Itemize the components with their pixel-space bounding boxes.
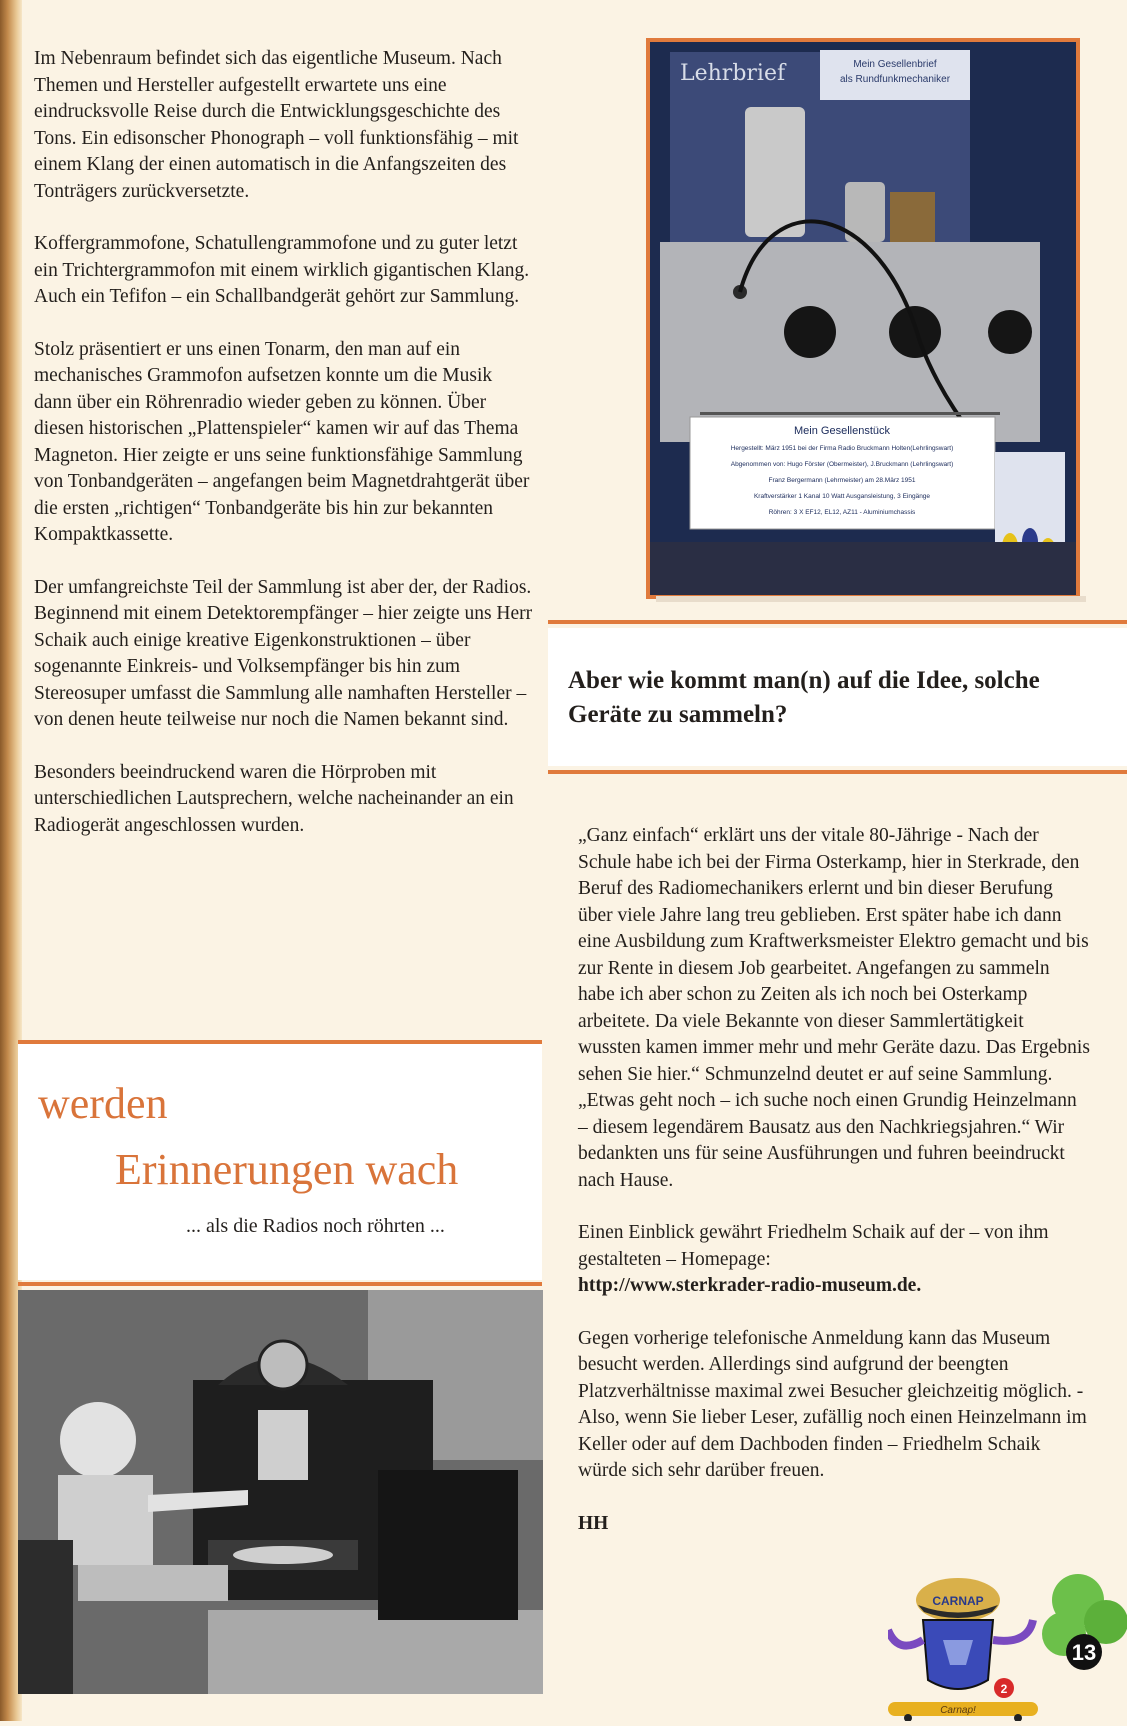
photo-color-illustration	[650, 42, 1076, 595]
mascot-illustration	[888, 1560, 1127, 1721]
right-article-column	[578, 823, 1090, 1563]
label-line-abgenommen: Abgenommen von: Hugo Förster (Obermeister), J.Bruckmann (Lehrlingswart)	[730, 461, 954, 468]
label-line-kraftverstaerker: Kraftverstärker 1 Kanal 10 Watt Ausgansleistung, 3 Eingänge	[753, 493, 931, 500]
sign-gesellenbrief-line2: als Rundfunkmechaniker	[839, 74, 951, 85]
heading-rule-top	[548, 620, 1127, 624]
paragraph-tonarm: Stolz präsentiert er uns einen Tonarm, den man auf ein mechanisches Grammofon aufsetzen konnte um die Musik dann über ein Röhrenradio wieder geben zu können. Über diesen historischen „Plattenspieler“ kamen wir auf das Thema Magneton. Hier zeigte er uns seine funktionsfähige Sammlung von Tonbandgeräten – angefangen beim Magnetdrahtgerät über die ersten „richtigen“ Tonbandgeräte bis hin zur bekannten Kompaktkassette.	[34, 338, 530, 545]
photo-gesellenstueck-amplifier	[646, 38, 1080, 599]
mascot-small-badge: 2	[1000, 1682, 1008, 1696]
paragraph-homepage	[578, 1220, 1090, 1300]
label-gesellenstueck-title: Mein Gesellenstück	[794, 425, 890, 437]
heading-rule-bottom	[548, 770, 1127, 774]
homepage-url-link[interactable]: http://www.sterkrader-radio-museum.de.	[578, 1275, 922, 1296]
paragraph-hoerproben: Besonders beeindruckend waren die Hörproben mit unterschiedlichen Lautsprechern, welche nacheinander an ein Radiogerät angeschlossen wurden.	[34, 761, 514, 836]
sign-gesellenbrief-line1: Mein Gesellenbrief	[853, 59, 937, 70]
heinzelmann-appeal-text: Also, wenn Sie lieber Leser, zufällig noch einen Heinzelmann im Keller oder auf dem Dachboden finden – Friedhelm Schaik würde sich sehr darüber freuen.	[578, 1407, 1087, 1481]
paragraph-visit-info	[578, 1326, 1090, 1485]
mascot-cap-text: CARNAP	[932, 1594, 984, 1608]
label-line-hergestellt: Hergestellt: März 1951 bei der Firma Radio Bruckmann Holten(Lehrlingswart)	[730, 445, 954, 452]
title-word-werden: werden	[38, 1079, 168, 1128]
photo-boy-with-record-player	[18, 1290, 543, 1694]
homepage-intro-text: Einen Einblick gewährt Friedhelm Schaik auf der – von ihm gestalteten – Homepage:	[578, 1222, 1049, 1270]
paragraph-museum-intro: Im Nebenraum befindet sich das eigentliche Museum. Nach Themen und Hersteller aufgestellt erwartete uns eine eindrucksvolle Reise durch die Entwicklungsgeschichte des Tons. Ein edisonscher Phonograph – voll funktionsfähig – mit einem Klang der einen automatisch in die Anfangszeiten des Tonträgers zurückversetzte.	[34, 48, 519, 202]
label-line-lehrmeister: Franz Bergermann (Lehrmeister) am 28.März 1951	[768, 477, 916, 484]
paragraph-grammofone: Koffergrammofone, Schatullengrammofone und zu guter letzt ein Trichtergrammofon mit einem wirklich gigantischen Klang. Auch ein Tefifon – ein Schallbandgerät gehört zur Sammlung.	[34, 233, 530, 307]
title-rule-bottom	[18, 1282, 542, 1286]
visit-info-text: Gegen vorherige telefonische Anmeldung kann das Museum besucht werden. Allerdings sind aufgrund der beengten Platzverhältnisse maximal zwei Besucher gleichzeitig möglich. -	[578, 1327, 1084, 1402]
label-line-roehren: Röhren: 3 X EF12, EL12, AZ11 - Aluminiumchassis	[768, 509, 916, 516]
photo-shadow	[656, 596, 1086, 602]
photo-bw-illustration	[18, 1290, 543, 1694]
author-signature: HH	[578, 1512, 609, 1534]
carnap-mascot-logo	[888, 1560, 1127, 1721]
sign-lehrbrief: Lehrbrief	[680, 61, 786, 86]
mascot-skateboard-text: Carnap!	[940, 1705, 976, 1716]
title-subtitle: ... als die Radios noch röhrten ...	[186, 1215, 445, 1237]
paragraph-radios: Der umfangreichste Teil der Sammlung ist aber der, der Radios. Beginnend mit einem Detektorempfänger – hier zeigte uns Herr Schaik auch einige kreative Eigenkonstruktionen – über sogenannte Einkreis- und Volksempfänger bis hin zum Stereosuper umfasst die Sammlung alle namhaften Hersteller – von denen heute teilweise nur noch die Namen bekannt sind.	[34, 576, 533, 730]
left-article-column	[34, 46, 534, 865]
section-heading-idee: Aber wie kommt man(n) auf die Idee, solche Geräte zu sammeln?	[568, 667, 1040, 728]
page-number: 13	[1071, 1640, 1097, 1665]
paragraph-interview-quote: „Ganz einfach“ erklärt uns der vitale 80-Jährige - Nach der Schule habe ich bei der Firma Osterkamp, hier in Sterkrade, den Beruf des Radiomechanikers erlernt und bin dieser Berufung über viele Jahre lang treu geblieben. Erst später habe ich dann eine Ausbildung zum Kraftwerksmeister Elektro gemacht und bis zur Rente in diesem Job gearbeitet. Angefangen zu sammeln habe ich aber schon zu Zeiten als ich noch bei Osterkamp arbeitete. Da viele Bekannte von dieser Sammlertätigkeit wussten kamen immer mehr und mehr Geräte dazu. Das Ergebnis sehen Sie hier.“ Schmunzelnd deutet er auf seine Sammlung. „Etwas geht noch – ich suche noch einen Grundig Heinzelmann – diesem legendärem Bausatz aus den Nachkriegsjahren.“ Wir bedankten uns für seine Ausführungen und fuhren beeindruckt nach Hause.	[578, 825, 1090, 1191]
title-erinnerungen-wach: Erinnerungen wach	[115, 1145, 459, 1194]
